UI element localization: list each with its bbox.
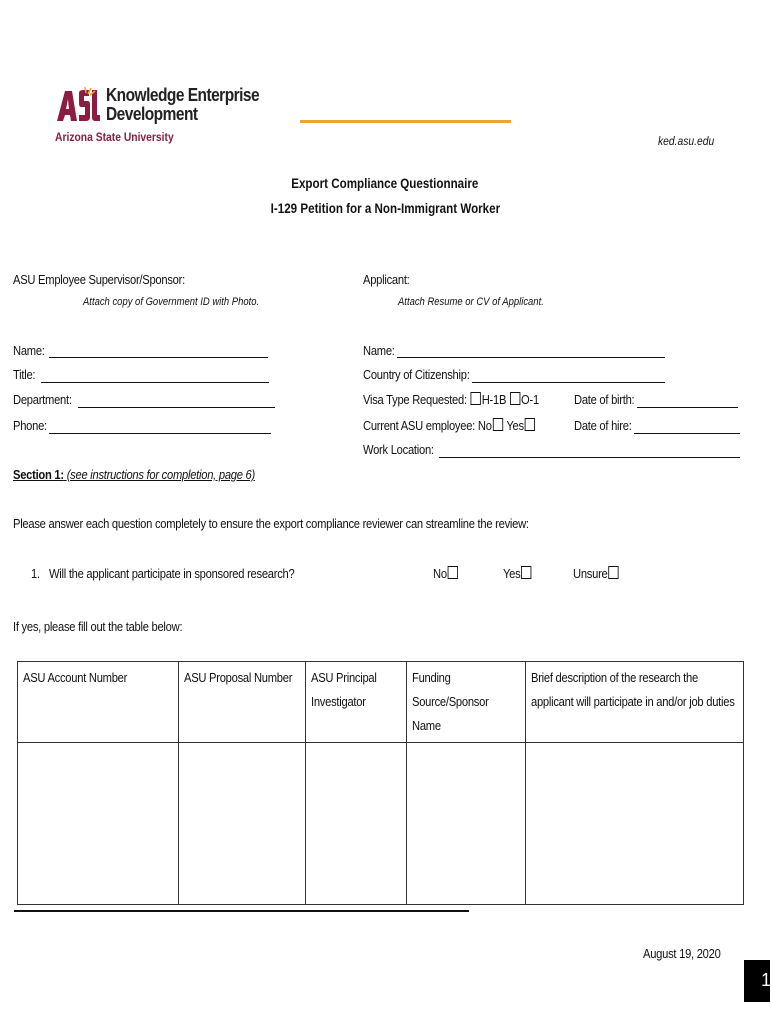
- sponsor-title-label: Title:: [13, 367, 36, 382]
- visa-h1b-checkbox[interactable]: [471, 392, 481, 405]
- table-header-row: [18, 662, 744, 743]
- applicant-note: Attach Resume or CV of Applicant.: [398, 296, 544, 308]
- proposal-number-cell[interactable]: [179, 743, 306, 905]
- footer-rule: [14, 910, 469, 912]
- sponsor-phone-field[interactable]: [49, 433, 271, 434]
- question1-text: Will the applicant participate in sponsored research?: [49, 566, 295, 581]
- current-employee-label: Current ASU employee:: [363, 418, 476, 433]
- q1-no-checkbox[interactable]: [448, 566, 458, 579]
- header-accent-bar: [300, 120, 511, 123]
- funding-source-cell[interactable]: [407, 743, 526, 905]
- current-employee-yes-label: Yes: [506, 418, 524, 433]
- q1-unsure-label: Unsure: [573, 566, 608, 581]
- hire-date-field[interactable]: [634, 433, 740, 434]
- visa-h1b-label: H-1B: [481, 392, 507, 407]
- visa-o1-checkbox[interactable]: [510, 392, 520, 405]
- section1-label: Section 1:: [13, 467, 64, 482]
- page-number-box: [744, 960, 770, 1002]
- current-employee-yes-checkbox[interactable]: [525, 418, 535, 431]
- document-title: [0, 175, 770, 193]
- website-link[interactable]: ked.asu.edu: [658, 134, 715, 148]
- table-row: [18, 743, 744, 905]
- header-account-number: ASU Account Number: [23, 670, 128, 685]
- sponsor-name-field[interactable]: [49, 357, 268, 358]
- account-number-cell[interactable]: [18, 743, 179, 905]
- question1-number: 1.: [31, 566, 40, 581]
- current-employee-row: [363, 418, 536, 433]
- header-proposal-number: ASU Proposal Number: [184, 670, 293, 685]
- research-table: [17, 661, 744, 905]
- q1-no-label: No: [433, 566, 447, 581]
- section1-instructions[interactable]: (see instructions for completion, page 6): [66, 467, 255, 482]
- principal-investigator-cell[interactable]: [306, 743, 407, 905]
- work-location-field[interactable]: [439, 457, 740, 458]
- header-cell: [306, 662, 407, 743]
- current-employee-no-checkbox[interactable]: [493, 418, 503, 431]
- q1-unsure-checkbox[interactable]: [608, 566, 618, 579]
- if-yes-text: If yes, please fill out the table below:: [13, 619, 183, 634]
- document-date: August 19, 2020: [643, 946, 721, 961]
- title-line2: I-129 Petition for a Non-Immigrant Worker: [270, 201, 500, 216]
- logo-text-line2: Development: [106, 104, 198, 124]
- section1-heading: [13, 467, 255, 482]
- description-cell[interactable]: [526, 743, 744, 905]
- intro-text: Please answer each question completely to ensure the export compliance reviewer can streamline the review:: [13, 516, 529, 531]
- sponsor-phone-label: Phone:: [13, 418, 47, 433]
- applicant-name-field[interactable]: [397, 357, 665, 358]
- q1-yes-label: Yes: [503, 566, 521, 581]
- header-description: Brief description of the research the applicant will participate in and/or job duties: [531, 670, 735, 709]
- visa-type-row: [363, 392, 539, 407]
- sponsor-department-field[interactable]: [78, 407, 275, 408]
- visa-type-label: Visa Type Requested:: [363, 392, 467, 407]
- header-cell: [526, 662, 744, 743]
- sponsor-name-label: Name:: [13, 343, 45, 358]
- asu-logo-mark: [55, 87, 101, 123]
- visa-o1-label: O-1: [521, 392, 539, 407]
- sponsor-title-field[interactable]: [41, 382, 269, 383]
- logo-text-line1: Knowledge Enterprise: [106, 85, 260, 105]
- header-principal-investigator: ASU Principal Investigator: [311, 670, 377, 709]
- applicant-heading: Applicant:: [363, 272, 410, 287]
- applicant-name-label: Name:: [363, 343, 395, 358]
- sponsor-heading: ASU Employee Supervisor/Sponsor:: [13, 272, 185, 287]
- work-location-label: Work Location:: [363, 442, 434, 457]
- header-cell: [18, 662, 179, 743]
- q1-no-option: [433, 566, 459, 581]
- hire-date-label: Date of hire:: [574, 418, 632, 433]
- page-number: 1: [761, 970, 771, 990]
- title-line1: Export Compliance Questionnaire: [291, 176, 479, 191]
- sponsor-note: Attach copy of Government ID with Photo.: [83, 296, 260, 308]
- dob-field[interactable]: [637, 407, 738, 408]
- applicant-country-label: Country of Citizenship:: [363, 367, 470, 382]
- applicant-country-field[interactable]: [472, 382, 665, 383]
- q1-yes-checkbox[interactable]: [521, 566, 531, 579]
- header-funding-source: Funding Source/Sponsor Name: [412, 670, 489, 733]
- document-subtitle: [0, 200, 770, 218]
- q1-unsure-option: [573, 566, 620, 581]
- header-cell: [407, 662, 526, 743]
- current-employee-no-label: No: [477, 418, 492, 433]
- sponsor-department-label: Department:: [13, 392, 72, 407]
- logo-university: Arizona State University: [55, 130, 174, 144]
- dob-label: Date of birth:: [574, 392, 635, 407]
- q1-yes-option: [503, 566, 533, 581]
- header-cell: [179, 662, 306, 743]
